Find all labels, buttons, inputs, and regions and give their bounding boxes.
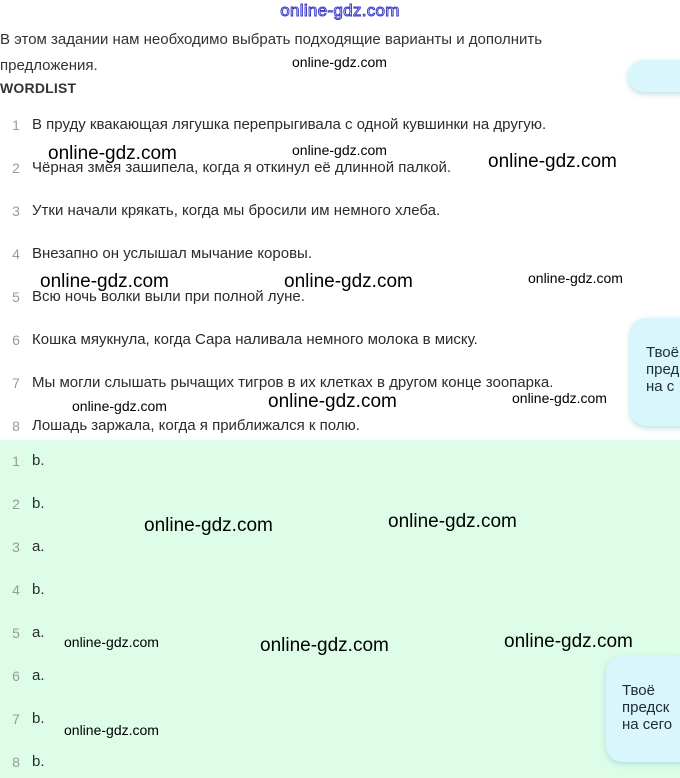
- sentence-number: 5: [12, 289, 20, 305]
- answer-number: 3: [12, 539, 20, 555]
- sentence-number: 6: [12, 332, 20, 348]
- answer-number: 7: [12, 711, 20, 727]
- promo-bubble-mid-line-1: Твоё: [646, 344, 679, 361]
- sentence-text: Лошадь заржала, когда я приближался к полю.: [32, 417, 360, 434]
- watermark-text: online-gdz.com: [512, 390, 607, 406]
- watermark-text: online-gdz.com: [64, 634, 159, 650]
- promo-bubble-mid-line-2: пред: [646, 361, 680, 378]
- promo-bubble-top[interactable]: [628, 60, 680, 92]
- promo-bubble-low[interactable]: [606, 656, 680, 762]
- answer-number: 5: [12, 625, 20, 641]
- promo-bubble-mid-line-3: на с: [646, 378, 675, 395]
- watermark-text: online-gdz.com: [284, 271, 413, 292]
- watermark-text: online-gdz.com: [72, 398, 167, 414]
- watermark-text: online-gdz.com: [260, 635, 389, 656]
- answer-number: 4: [12, 582, 20, 598]
- answer-number: 6: [12, 668, 20, 684]
- promo-bubble-low-line-2: предск: [622, 699, 670, 716]
- sentence-number: 4: [12, 246, 20, 262]
- answer-text: b.: [32, 581, 45, 598]
- answer-text: a.: [32, 538, 45, 555]
- intro-text: В этом задании нам необходимо выбрать подходящие варианты и дополнить предложения.: [0, 31, 543, 74]
- answer-number: 2: [12, 496, 20, 512]
- sentence-number: 3: [12, 203, 20, 219]
- answer-text: b.: [32, 452, 45, 469]
- watermark-text: online-gdz.com: [40, 271, 169, 292]
- watermark-text: online-gdz.com: [144, 515, 273, 536]
- sentence-text: Утки начали крякать, когда мы бросили им немного хлеба.: [32, 202, 441, 219]
- watermark-top: online-gdz.com: [280, 1, 400, 20]
- answer-number: 1: [12, 453, 20, 469]
- sentence-text: Мы могли слышать рычащих тигров в их клетках в другом конце зоопарка.: [32, 374, 554, 391]
- sentence-text: Чёрная змея зашипела, когда я откинул её длинной палкой.: [32, 159, 452, 176]
- answer-text: b.: [32, 495, 45, 512]
- watermark-text: online-gdz.com: [268, 391, 397, 412]
- answer-text: b.: [32, 710, 45, 727]
- sentence-text: Всю ночь волки выли при полной луне.: [32, 288, 305, 305]
- promo-bubble-mid[interactable]: [630, 318, 680, 426]
- watermark-text: online-gdz.com: [528, 270, 623, 286]
- answer-text: a.: [32, 667, 45, 684]
- answer-text: a.: [32, 624, 45, 641]
- sentence-text: Кошка мяукнула, когда Сара наливала немного молока в миску.: [32, 331, 478, 348]
- wordlist-heading: WORDLIST: [0, 80, 77, 96]
- sentence-number: 1: [12, 117, 20, 133]
- sentence-number: 2: [12, 160, 20, 176]
- watermark-text: online-gdz.com: [488, 151, 617, 172]
- sentence-number: 8: [12, 418, 20, 434]
- watermark-text: online-gdz.com: [48, 143, 177, 164]
- watermark-text: online-gdz.com: [292, 142, 387, 158]
- watermark-text: online-gdz.com: [388, 511, 517, 532]
- promo-bubble-low-line-3: на сего: [622, 716, 673, 733]
- watermark-text: online-gdz.com: [64, 722, 159, 738]
- sentence-number: 7: [12, 375, 20, 391]
- sentence-text: Внезапно он услышал мычание коровы.: [32, 245, 312, 262]
- watermark-text: online-gdz.com: [292, 54, 387, 70]
- sentence-text: В пруду квакающая лягушка перепрыгивала с одной кувшинки на другую.: [32, 116, 547, 133]
- answer-text: b.: [32, 753, 45, 770]
- answer-number: 8: [12, 754, 20, 770]
- promo-bubble-low-line-1: Твоё: [622, 682, 655, 699]
- watermark-text: online-gdz.com: [504, 631, 633, 652]
